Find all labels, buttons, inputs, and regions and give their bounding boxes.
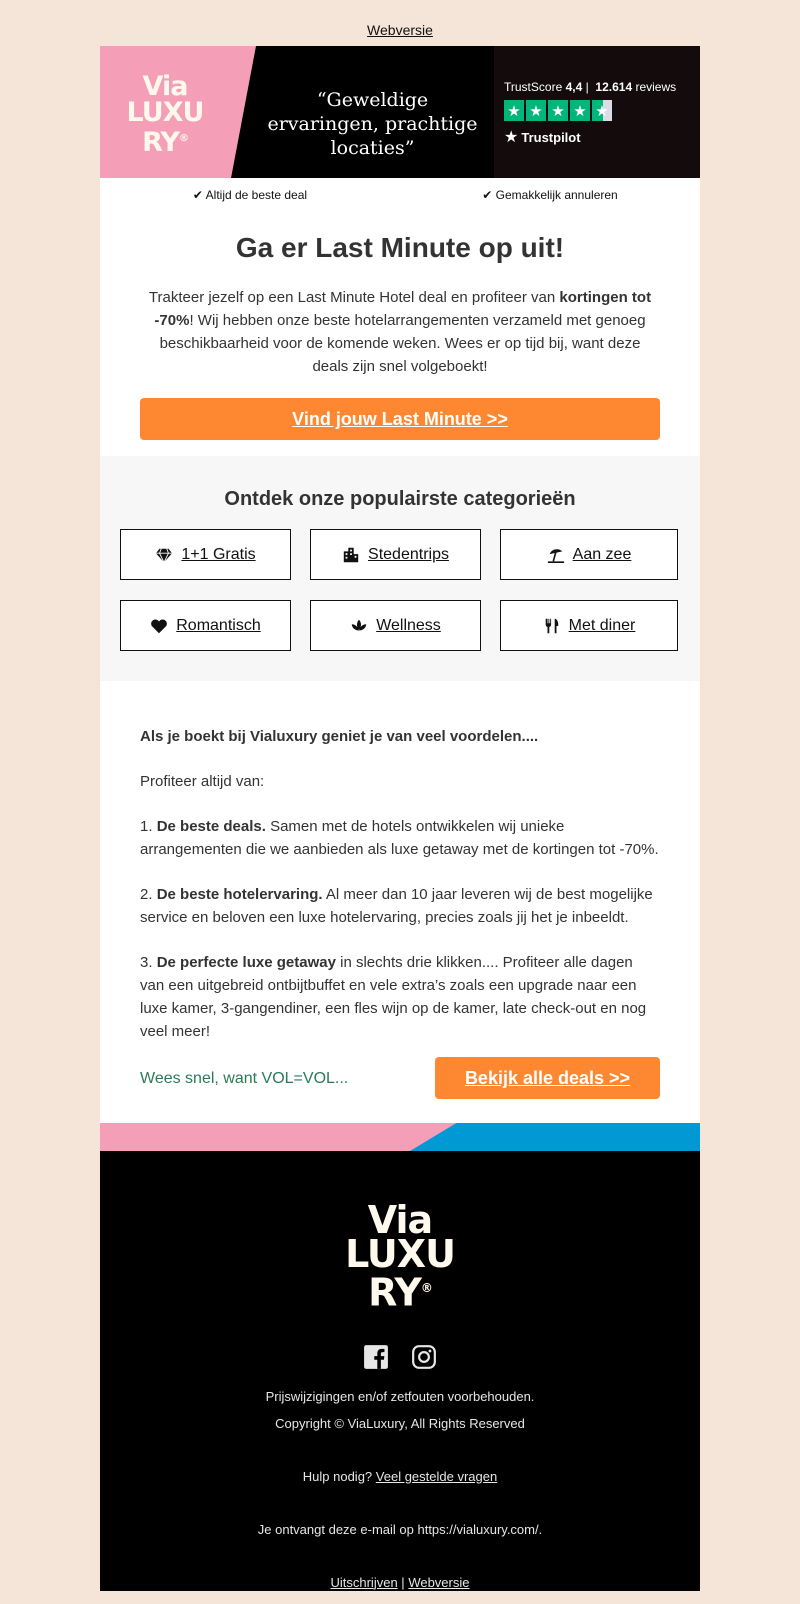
last-minute-button[interactable]: Vind jouw Last Minute >> [140,398,660,440]
diamond-icon [155,546,173,564]
benefits-section [100,681,700,1123]
webversion-link[interactable]: Webversie [367,22,433,38]
benefits-lead: Profiteer altijd van: [140,773,265,790]
trustpilot-widget[interactable] [494,46,700,178]
usp-bar [100,178,700,210]
intro-text: Trakteer jezelf op een Last Minute Hotel deal en profiteer van kortingen tot -70%! Wij hebben onze beste hotelarrangementen verzameld met genoeg beschikbaarheid voor de komende weken. Wees er op tijd bij, want deze deals zijn snel volgeboekt! [148,289,652,375]
category-met-diner[interactable]: Met diner [500,600,678,651]
category-1plus1-gratis[interactable]: 1+1 Gratis [120,529,291,580]
trustscore: TrustScore 4,4 | 12.614 reviews [504,80,677,94]
all-deals-button[interactable]: Bekijk alle deals >> [435,1057,660,1099]
lotus-icon [350,617,368,635]
city-icon [342,546,360,564]
faq-link[interactable]: Veel gestelde vragen [375,1468,498,1484]
category-stedentrips[interactable]: Stedentrips [310,529,481,580]
star-icon: ★ [570,100,590,121]
category-wellness[interactable]: Wellness [310,600,481,651]
footer-disclaimer: Prijswijzigingen en/of zetfouten voorbehouden. [265,1388,535,1404]
footer-logo[interactable]: Via LUXU RY® [345,1198,455,1315]
rating-stars [504,100,700,121]
urgency-text: Wees snel, want VOL=VOL... [140,1069,349,1087]
hero-quote: “Geweldige ervaringen, prachtige locaties” [267,89,478,159]
trustpilot-logo: ★ Trustpilot [504,129,581,146]
footer-help: Hulp nodig? Veel gestelde vragen [302,1468,498,1484]
category-aan-zee[interactable]: Aan zee [500,529,678,580]
star-icon: ★ [526,100,546,121]
facebook-icon[interactable] [363,1344,389,1373]
footer-receive: Je ontvangt deze e-mail op https://vialuxury.com/. [257,1521,543,1537]
social-links [100,1344,700,1373]
hero-banner [100,46,700,178]
color-stripe [100,1123,700,1151]
heart-icon [150,617,168,635]
trustpilot-star-icon: ★ [504,129,519,146]
benefit-item: 1. De beste deals. Samen met de hotels ontwikkelen wij unieke arrangementen die we aanbieden als luxe getaway met de kortingen tot -70%. [140,818,659,858]
email-container [100,46,700,1591]
instagram-icon[interactable] [411,1344,437,1373]
star-icon: ★ [504,100,524,121]
star-icon: ★ [548,100,568,121]
benefit-item: 3. De perfecte luxe getaway in slechts drie klikken.... Profiteer alle dagen van een uitgebreid ontbijtbuffet en vele extra’s zoals een upgrade naar een luxe kamer, 3-gangendiner, een fles wijn op de kamer, late check-out en nog veel meer! [140,954,647,1040]
categories-section [100,456,700,681]
footer-copyright: Copyright © ViaLuxury, All Rights Reserved [275,1415,525,1431]
usp-best-deal: ✔ Altijd de beste deal [192,188,308,202]
vialuxury-logo[interactable]: Via LUXU RY® [126,71,204,158]
unsubscribe-link[interactable]: Uitschrijven [330,1574,398,1590]
beach-umbrella-icon [547,546,565,564]
benefit-item: 2. De beste hotelervaring. Al meer dan 10 jaar leveren wij de best mogelijke service en beloven een luxe hotelervaring, precies zoals jij het je inbeeldt. [140,886,653,926]
intro-section [100,210,700,456]
usp-easy-cancel: ✔ Gemakkelijk annuleren [482,188,618,202]
categories-title: Ontdek onze populairste categorieën [224,488,576,510]
footer-webversion-link[interactable]: Webversie [408,1574,470,1590]
footer-links: Uitschrijven | Webversie [330,1574,470,1590]
intro-title: Ga er Last Minute op uit! [235,232,565,263]
cutlery-icon [543,617,561,635]
half-star-icon: ★ [592,100,612,121]
benefits-heading: Als je boekt bij Vialuxury geniet je van veel voordelen.... [140,728,539,745]
category-romantisch[interactable]: Romantisch [120,600,291,651]
top-bar [0,0,800,46]
footer [100,1151,700,1591]
